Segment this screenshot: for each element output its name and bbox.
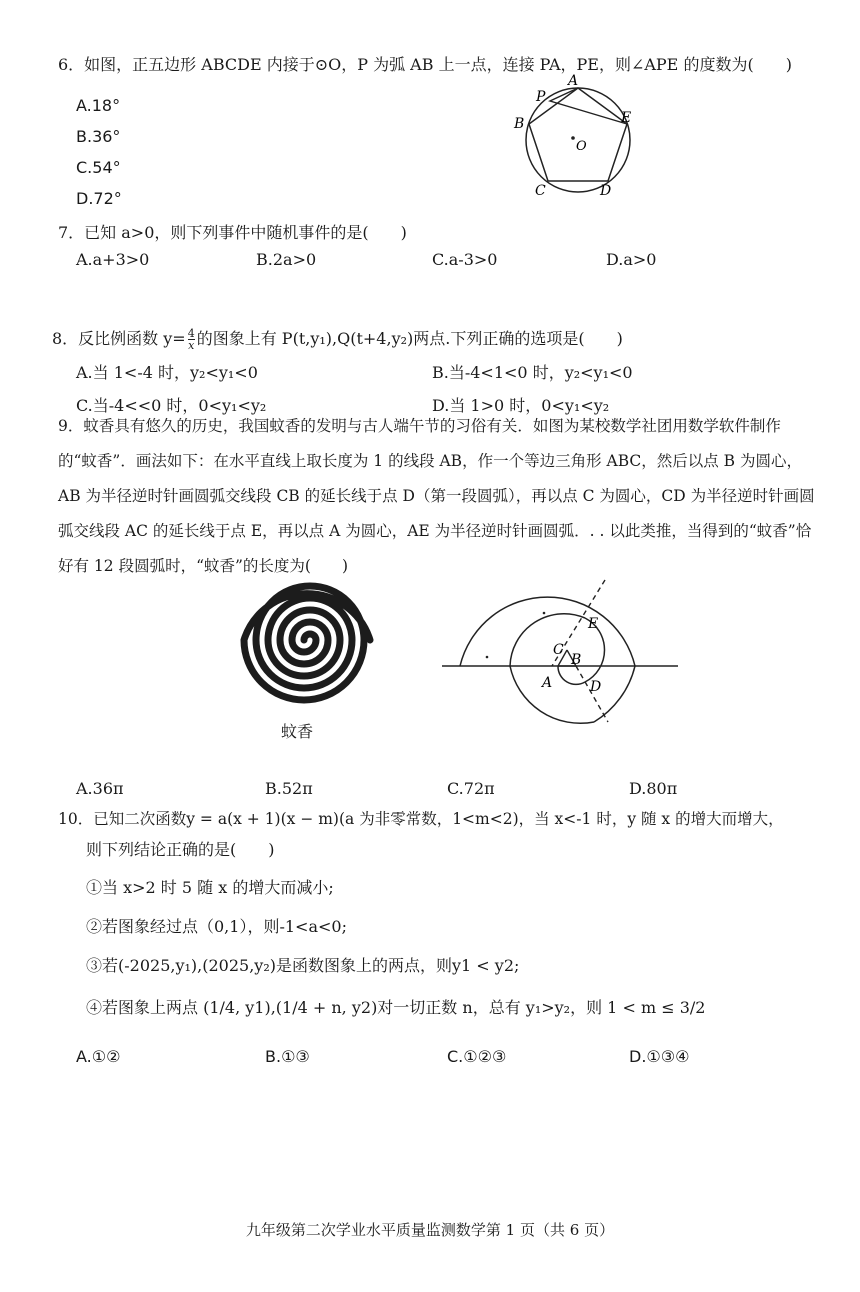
q8-frac-num: 4 (187, 327, 195, 340)
label-a: A (568, 73, 579, 89)
label-c: C (553, 642, 564, 658)
q10-stem-line1: 10．已知二次函数y = a(x + 1)(x − m)(a 为非零常数，1<m<2)，当 x<-1 时，y 随 x 的增大而增大， (58, 810, 784, 828)
page-footer: 九年级第二次学业水平质量监测数学第 1 页（共 6 页） (245, 1221, 615, 1239)
q10-statement-2: ②若图象经过点（0,1），则-1<a<0; (86, 917, 347, 936)
q6-option-b: B.36° (76, 127, 121, 146)
label-p: P (536, 89, 546, 105)
q8-option-d: D.当 1>0 时，0<y₁<y₂ (432, 396, 610, 415)
spiral-construction-figure (440, 572, 685, 737)
q10-stem-line2: 则下列结论正确的是( ) (86, 840, 275, 859)
q9-caption: 蚊香 (281, 722, 314, 741)
q8-frac-den: x (188, 339, 195, 352)
q10-option-a: A.①② (76, 1047, 121, 1066)
q7-option-b: B.2a>0 (256, 250, 317, 269)
label-b: B (514, 116, 525, 132)
q8-stem-suffix: 的图象上有 P(t,y₁),Q(t+4,y₂)两点.下列正确的选项是( ) (196, 329, 623, 348)
q8-option-c: C.当-4<<0 时，0<y₁<y₂ (76, 396, 267, 415)
q8-fraction (188, 328, 195, 351)
q9-option-a: A.36π (76, 779, 124, 798)
label-d: D (590, 679, 602, 695)
pentagon-figure (505, 72, 645, 202)
q8-stem-prefix: 8．反比例函数 y= (52, 329, 186, 348)
label-o: O (576, 139, 587, 154)
q10-option-d: D.①③④ (629, 1047, 690, 1066)
q10-option-b: B.①③ (265, 1047, 310, 1066)
q6-option-d: D.72° (76, 189, 122, 208)
q7-option-a: A.a+3>0 (76, 250, 150, 269)
label-b: B (571, 652, 582, 668)
q7-option-c: C.a-3>0 (432, 250, 498, 269)
label-d: D (600, 183, 612, 199)
q8-option-a: A.当 1<-4 时，y₂<y₁<0 (76, 363, 258, 382)
q8-option-b: B.当-4<1<0 时，y₂<y₁<0 (432, 363, 633, 382)
q10-statement-1: ①当 x>2 时 5 随 x 的增大而减小; (86, 878, 334, 897)
q9-option-c: C.72π (447, 779, 495, 798)
q6-option-a: A.18° (76, 96, 121, 115)
q6-option-c: C.54° (76, 158, 121, 177)
q9-stem: 9．蚊香具有悠久的历史，我国蚊香的发明与古人端午节的习俗有关．如图为某校数学社团用数学软件制作的“蚊香”．画法如下：在水平直线上取长度为 1 的线段 AB，作一个等边三角形 ABC，然后以点 B 为圆心，AB 为半径逆时针画圆弧交线段 CB 的延长线于点 D（第一段圆弧），再以点 C 为圆心，CD 为半径逆时针画圆弧交线段 AC 的延长线于点 E，再以点 A 为圆心，AE 为半径逆时针画圆弧．. . 以此类推，当得到的“蚊香”恰好有 12 段圆弧时，“蚊香”的长度为( ) (58, 417, 815, 575)
q9-option-d: D.80π (629, 779, 678, 798)
q10-statement-3: ③若(-2025,y₁),(2025,y₂)是函数图象上的两点，则y1 < y2; (86, 956, 520, 975)
q8-stem (52, 326, 623, 351)
label-a: A (542, 675, 553, 691)
q10-option-c: C.①②③ (447, 1047, 507, 1066)
q6-stem: 6．如图，正五边形 ABCDE 内接于⊙O，P 为弧 AB 上一点，连接 PA，PE，则∠APE 的度数为( ) (58, 55, 792, 74)
mosquito-coil-image (224, 580, 384, 705)
label-e: E (621, 110, 632, 126)
q7-stem: 7．已知 a>0，则下列事件中随机事件的是( ) (58, 223, 407, 242)
label-c: C (535, 183, 546, 199)
q10-statement-4: ④若图象上两点 (1/4, y1),(1/4 + n, y2)对一切正数 n，总有 y₁>y₂，则 1 < m ≤ 3/2 (86, 998, 706, 1017)
q9-option-b: B.52π (265, 779, 313, 798)
label-e: E (588, 616, 599, 632)
q7-option-d: D.a>0 (606, 250, 657, 269)
